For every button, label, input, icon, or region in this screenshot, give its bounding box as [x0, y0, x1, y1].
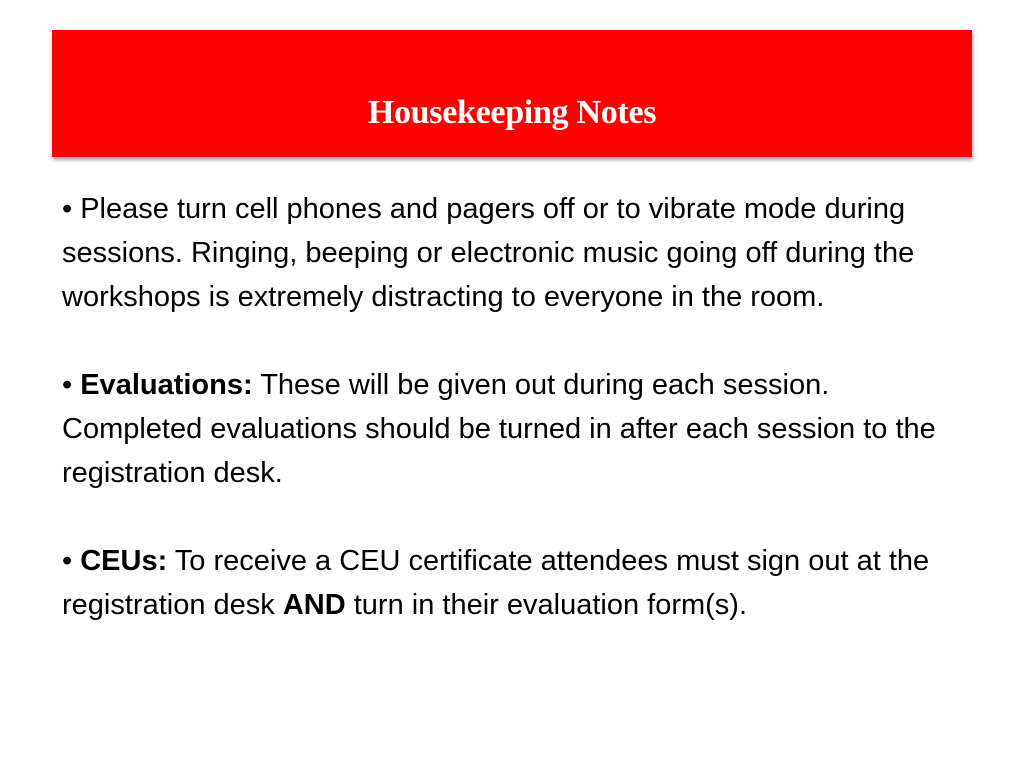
bullet-evaluations — [62, 363, 962, 495]
bullet-evaluations-text: These will be given out during each session. Completed evaluations should be turned in after each session to the registration desk. — [62, 369, 936, 489]
bullet-ceus-emphasis: AND — [282, 589, 346, 621]
bullet-marker: • — [62, 545, 73, 577]
slide-title: Housekeeping Notes — [367, 94, 657, 131]
bullet-marker: • — [62, 369, 73, 401]
bullet-marker: • — [62, 193, 73, 225]
bullet-phones — [62, 187, 962, 319]
bullet-evaluations-label: Evaluations: — [80, 369, 253, 401]
bullet-ceus-label: CEUs: — [80, 545, 168, 577]
bullet-ceus-text-before: To receive a CEU certificate attendees must sign out at the registration desk — [62, 545, 930, 621]
bullet-ceus — [62, 539, 962, 627]
slide-body — [62, 187, 962, 627]
bullet-ceus-text-after: turn in their evaluation form(s). — [353, 589, 748, 621]
paragraph-spacer — [62, 495, 962, 539]
paragraph-spacer — [62, 319, 962, 363]
bullet-phones-text: Please turn cell phones and pagers off or to vibrate mode during sessions. Ringing, beeping or electronic music going off during the workshops is extremely distracting to everyone in the room. — [62, 193, 915, 313]
title-banner — [52, 30, 972, 157]
